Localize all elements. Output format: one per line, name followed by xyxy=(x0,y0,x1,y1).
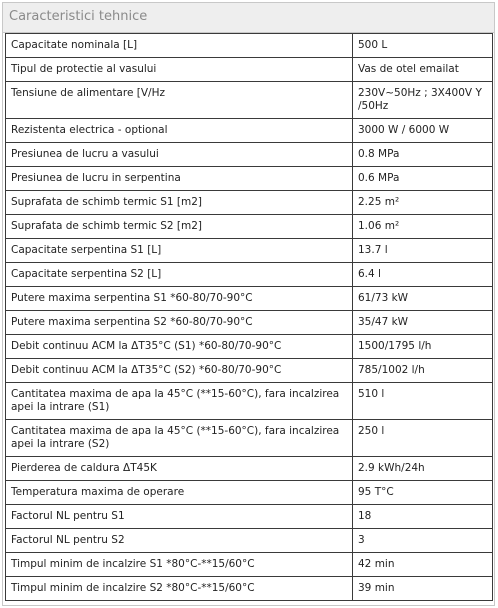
spec-value: 1500/1795 l/h xyxy=(353,335,493,359)
spec-label: Tipul de protectie al vasului xyxy=(6,58,353,82)
spec-label: Presiunea de lucru a vasului xyxy=(6,143,353,167)
spec-value: 510 l xyxy=(353,383,493,420)
section-header xyxy=(3,3,494,33)
table-row xyxy=(6,58,493,82)
table-row xyxy=(6,143,493,167)
table-row xyxy=(6,420,493,457)
spec-label: Temperatura maxima de operare xyxy=(6,481,353,505)
table-row xyxy=(6,82,493,119)
spec-label: Capacitate serpentina S1 [L] xyxy=(6,239,353,263)
table-row xyxy=(6,215,493,239)
spec-value: 785/1002 l/h xyxy=(353,359,493,383)
spec-value: 61/73 kW xyxy=(353,287,493,311)
table-row xyxy=(6,553,493,577)
spec-value: 13.7 l xyxy=(353,239,493,263)
spec-label: Pierderea de caldura ΔT45K xyxy=(6,457,353,481)
spec-value: 39 min xyxy=(353,577,493,601)
spec-value: 250 l xyxy=(353,420,493,457)
spec-label: Factorul NL pentru S1 xyxy=(6,505,353,529)
spec-label: Putere maxima serpentina S1 *60-80/70-90°C xyxy=(6,287,353,311)
table-row xyxy=(6,34,493,58)
spec-value: 95 T°C xyxy=(353,481,493,505)
spec-label: Debit continuu ACM la ΔT35°C (S2) *60-80/70-90°C xyxy=(6,359,353,383)
spec-value: 42 min xyxy=(353,553,493,577)
table-row xyxy=(6,359,493,383)
spec-value: 0.8 MPa xyxy=(353,143,493,167)
spec-label: Capacitate nominala [L] xyxy=(6,34,353,58)
spec-label: Cantitatea maxima de apa la 45°C (**15-60°C), fara incalzirea apei la intrare (S2) xyxy=(6,420,353,457)
spec-label: Presiunea de lucru in serpentina xyxy=(6,167,353,191)
spec-value: 35/47 kW xyxy=(353,311,493,335)
section-title: Caracteristici tehnice xyxy=(9,9,148,24)
table-row xyxy=(6,529,493,553)
table-row xyxy=(6,167,493,191)
spec-label: Cantitatea maxima de apa la 45°C (**15-60°C), fara incalzirea apei la intrare (S1) xyxy=(6,383,353,420)
spec-value: 3000 W / 6000 W xyxy=(353,119,493,143)
spec-label: Suprafata de schimb termic S1 [m2] xyxy=(6,191,353,215)
spec-value: 500 L xyxy=(353,34,493,58)
table-row xyxy=(6,191,493,215)
spec-value: 1.06 m² xyxy=(353,215,493,239)
table-row xyxy=(6,577,493,601)
table-row xyxy=(6,239,493,263)
spec-value: 18 xyxy=(353,505,493,529)
spec-label: Debit continuu ACM la ΔT35°C (S1) *60-80/70-90°C xyxy=(6,335,353,359)
spec-label: Timpul minim de incalzire S2 *80°C-**15/60°C xyxy=(6,577,353,601)
spec-value: 2.9 kWh/24h xyxy=(353,457,493,481)
table-row xyxy=(6,505,493,529)
spec-label: Factorul NL pentru S2 xyxy=(6,529,353,553)
spec-table-body xyxy=(6,34,493,601)
spec-value: 0.6 MPa xyxy=(353,167,493,191)
spec-label: Putere maxima serpentina S2 *60-80/70-90°C xyxy=(6,311,353,335)
spec-value: 230V~50Hz ; 3X400V Y /50Hz xyxy=(353,82,493,119)
table-row xyxy=(6,481,493,505)
spec-label: Rezistenta electrica - optional xyxy=(6,119,353,143)
spec-value: 6.4 l xyxy=(353,263,493,287)
spec-label: Capacitate serpentina S2 [L] xyxy=(6,263,353,287)
spec-value: Vas de otel emailat xyxy=(353,58,493,82)
spec-table xyxy=(5,33,493,601)
table-row xyxy=(6,119,493,143)
table-row xyxy=(6,263,493,287)
spec-label: Suprafata de schimb termic S2 [m2] xyxy=(6,215,353,239)
table-row xyxy=(6,287,493,311)
spec-value: 2.25 m² xyxy=(353,191,493,215)
spec-label: Tensiune de alimentare [V/Hz xyxy=(6,82,353,119)
table-row xyxy=(6,311,493,335)
spec-value: 3 xyxy=(353,529,493,553)
spec-label: Timpul minim de incalzire S1 *80°C-**15/60°C xyxy=(6,553,353,577)
table-row xyxy=(6,457,493,481)
spec-panel xyxy=(2,2,495,606)
table-row xyxy=(6,335,493,359)
table-row xyxy=(6,383,493,420)
